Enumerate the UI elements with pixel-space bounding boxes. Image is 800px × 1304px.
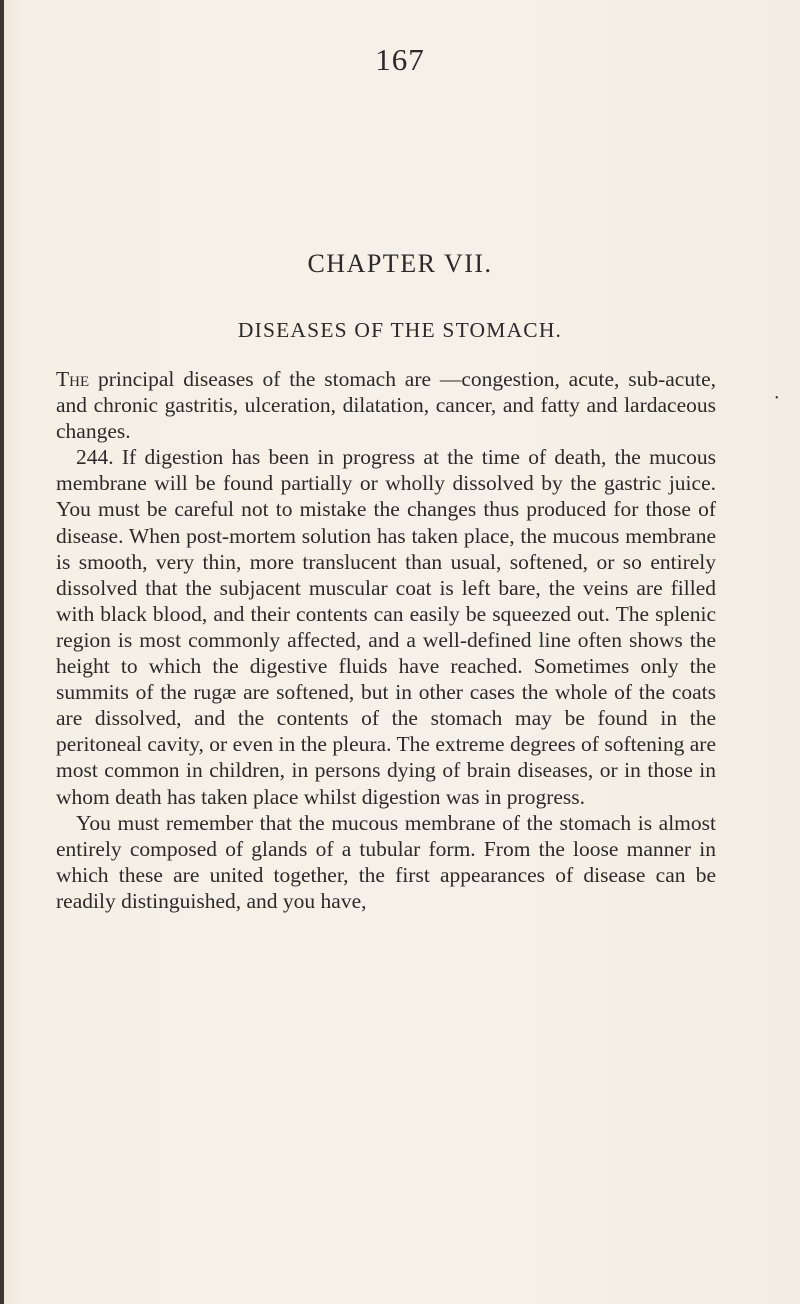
paragraph-lead-word: The — [56, 367, 90, 391]
margin-dot: • — [775, 393, 779, 404]
paragraph-text: principal diseases of the stomach are —congestion, acute, sub-acute, and chronic gastritis, ulceration, dilatation, cancer, and fatty and lardaceous changes. — [56, 367, 716, 444]
section-title: DISEASES OF THE STOMACH. — [237, 318, 563, 342]
chapter-title: CHAPTER VII. — [307, 249, 493, 278]
paragraph-intro — [56, 366, 716, 444]
page-number: 167 — [375, 42, 425, 77]
paragraph-244: 244. If digestion has been in progress at the time of death, the mucous membrane will be found partially or wholly dissolved by the gastric juice. You must be careful not to mistake the changes thus produced for those of disease. When post-mortem solution has taken place, the mucous membrane is smooth, very thin, more translucent than usual, softened, or so entirely dissolved that the subjacent muscular coat is left bare, the veins are filled with black blood, and their contents can easily be squeezed out. The splenic region is most commonly affected, and a well-defined line often shows the height to which the digestive fluids have reached. Sometimes only the summits of the rugæ are softened, but in other cases the whole of the coats are dissolved, and the contents of the stomach may be found in the peritoneal cavity, or even in the pleura. The extreme degrees of softening are most common in children, in persons dying of brain diseases, or in those in whom death has taken place whilst digestion was in progress. — [56, 445, 716, 809]
body-text — [56, 366, 716, 914]
paragraph-mucous-membrane: You must remember that the mucous membrane of the stomach is almost entirely composed of glands of a tubular form. From the loose manner in which these are united together, the first appearances of disease can be readily distinguished, and you have, — [56, 810, 716, 913]
binding-edge — [0, 0, 4, 1304]
